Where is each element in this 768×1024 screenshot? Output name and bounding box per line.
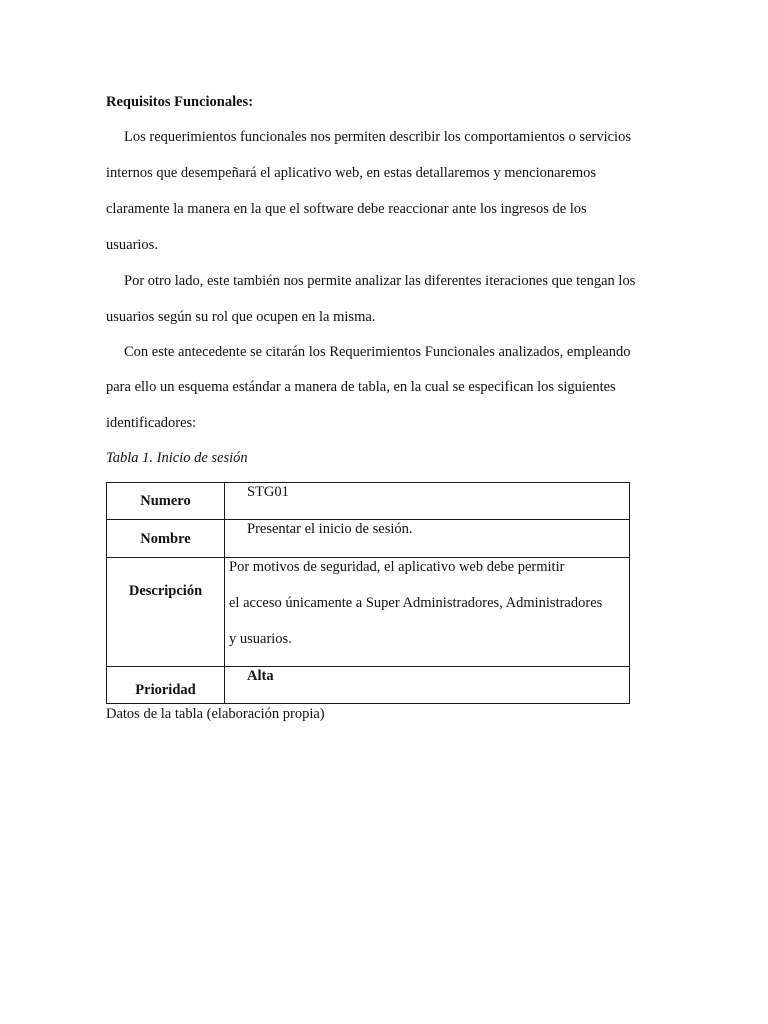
table-value-cell [225,558,630,667]
paragraph-line: para ello un esquema estándar a manera de tabla, en la cual se especifican los siguientes [106,379,616,395]
table-caption: Tabla 1. Inicio de sesión [106,450,248,466]
description-line: y usuarios. [229,631,292,647]
table-row [107,520,630,558]
paragraph-line: Con este antecedente se citarán los Requerimientos Funcionales analizados, empleando [124,344,631,360]
table-source-note: Datos de la tabla (elaboración propia) [106,706,325,722]
row-value-descripcion [225,558,629,666]
table-row [107,483,630,520]
table-key-cell [107,520,225,558]
section-heading: Requisitos Funcionales: [106,94,254,110]
row-value-nombre: Presentar el inicio de sesión. [247,521,413,537]
paragraph-line: Por otro lado, este también nos permite analizar las diferentes iteraciones que tengan los [124,273,636,289]
paragraph-line: Los requerimientos funcionales nos permiten describir los comportamientos o servicios [124,129,631,145]
row-label-descripcion: Descripción [128,583,203,599]
table-value-cell [225,520,630,558]
row-value-numero: STG01 [247,484,289,500]
table-value-cell [225,483,630,520]
paragraph-line: claramente la manera en la que el software debe reaccionar ante los ingresos de los [106,201,587,217]
table-row [107,558,630,667]
paragraph-line: usuarios. [106,237,158,253]
requirements-table [106,482,630,704]
table-key-cell [107,558,225,667]
row-label-prioridad: Prioridad [135,682,196,698]
table-key-cell [107,483,225,520]
table-row [107,667,630,704]
row-label-numero: Numero [140,493,191,509]
row-label-nombre: Nombre [140,530,191,547]
paragraph-line: identificadores: [106,415,197,431]
paragraph-line: usuarios según su rol que ocupen en la misma. [106,309,376,325]
paragraph-line: internos que desempeñará el aplicativo web, en estas detallaremos y mencionaremos [106,165,596,181]
table-key-cell [107,667,225,704]
description-line: el acceso únicamente a Super Administradores, Administradores [229,595,603,611]
row-value-prioridad: Alta [247,668,274,684]
description-line: Por motivos de seguridad, el aplicativo web debe permitir [229,559,565,575]
table-value-cell [225,667,630,704]
